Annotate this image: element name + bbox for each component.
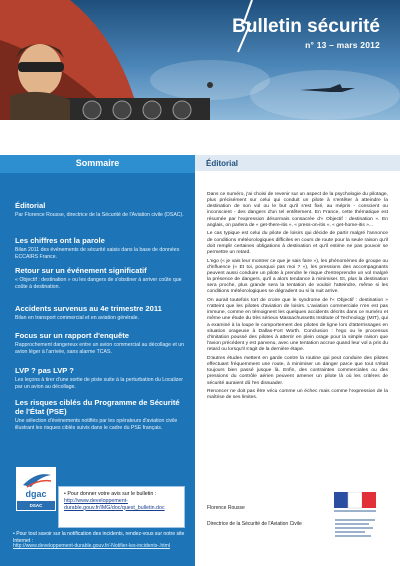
toc-item-focus[interactable] <box>15 331 187 355</box>
editorial-paragraph: On aurait toutefois tort de croire que le syndrome de l'« Objectif : destination » n'atteint que les pilotes d'aviation de loisirs. L'aviation commerciale n'en est pas immune, comme en témoignent les quelques accidents décrits dans ce numéro et même une étude du très sérieux Massachussetts Institute of Technology (MIT), qui a examiné à la loupe le comportement des pilotes de ligne lors d'atterrissages en situation orageuse à Dallas-Fort Worth. Conclusion : l'ego ou le processus d'imitation poussé des pilotes à atterrir en plein orage pour la simple raison que l'avion précédent y est parvenu, avec une tentation accrue quand leur vol a pris du retard ou lorsqu'il s'agit de la dernière étape. <box>207 298 388 353</box>
feedback-box <box>58 486 185 528</box>
editorial-paragraph: Dans ce numéro, j'ai choisi de revenir sur un aspect de la psychologie du pilotage, plus précisément sur celui qui conduit un pilote à s'entêter à atteindre la destination de son vol ou le but qu'il s'est fixé, au mépris - conscient ou inconscient - des dangers d'un tel entêtement. En France, cette thématique est résumée par l'expression désormais consacrée d'« Objectif : destination ». En anglais, on parlera de « get-there-itis », « press-on-itis », « get-home-itis »... <box>207 192 388 228</box>
editorial-paragraph: Renoncer ne doit pas être vécu comme un échec mais comme l'expression de la maîtrise de ses limites. <box>207 389 388 401</box>
dgac-logo-text: dgac <box>25 489 47 499</box>
page-title: Bulletin sécurité <box>232 16 380 37</box>
plane-icon <box>300 84 355 92</box>
editorial-paragraph: D'autres études mettent en garde contre la routine qui peut conduire des pilotes effectuant fréquemment une route, à minimiser un danger parce que tout s'était toujours bien passé jusque là. Enfin, des contraintes commerciales ou des pressions du contrôle aérien peuvent amener un pilote là où les critères de sécurité auraient dû l'en dissuader. <box>207 355 388 386</box>
toc-item-title: LVP ? pas LVP ? <box>15 366 74 375</box>
sidebar-heading: Sommaire <box>75 158 120 168</box>
goggles-icon <box>18 62 64 72</box>
toc-item-description: Par Florence Rousse, directrice de la Sécurité de l'Aviation civile (DSAC). <box>15 212 184 218</box>
toc-item-description: Une sélection d'événements notifiés par les opérateurs d'aviation civile illustrant les risques ciblés suivis dans le cadre du PSE français. <box>15 418 178 431</box>
toc-item-chiffres[interactable] <box>15 236 187 260</box>
notification-text: • Pour tout savoir sur la notification des incidents, rendez-vous sur notre site Internet : <box>13 531 185 544</box>
toc-item-title: Retour sur un événement significatif <box>15 266 147 275</box>
toc-item-title: Accidents survenus au 4e trimestre 2011 <box>15 304 162 313</box>
header-banner <box>0 0 400 120</box>
toc-item-title: Éditorial <box>15 201 46 210</box>
editorial-heading: Éditorial <box>206 159 239 168</box>
toc-item-pse[interactable] <box>15 398 187 431</box>
toc-item-description: Bilan 2011 des événements de sécurité saisis dans la base de données ECCAIRS France. <box>15 247 180 260</box>
dgac-logo <box>16 467 56 511</box>
toc-item-editorial[interactable] <box>15 201 187 219</box>
toc-item-description: Rapprochement dangereux entre un avion commercial au décollage et un avion léger à l'arrivée, sans alarme TCAS. <box>15 342 184 355</box>
toc-item-evenement[interactable] <box>15 266 187 290</box>
toc-item-description: Bilan en transport commercial et en aviation générale. <box>15 315 139 321</box>
toc-item-title: Les chiffres ont la parole <box>15 236 105 245</box>
signature-title: Directrice de la Sécurité de l'Aviation Civile <box>207 521 302 527</box>
editorial-body <box>207 192 388 404</box>
editorial-paragraph: L'ego (« je vais leur montrer ce que je sais faire »), les phénomènes de groupe ou d'influence (« Et toi, pourquoi pas moi ? »), les pressions des accompagnants peuvent aussi conduire un pilote à prendre le risque d'entreprendre un vol malgré la présence de dangers, qu'il a alors tendance à minimiser. Et, plus la destination sera proche, plus grande sera la tentation de vouloir l'atteindre, même si les conditions météorologiques se dégradent ou si la nuit arrive. <box>207 258 388 295</box>
notification-link[interactable]: http://www.developpement-durable.gouv.fr/-Notifier-les-incidents-.html <box>13 543 171 549</box>
dsac-logo-text: DSAC <box>17 501 55 510</box>
toc-item-title: Focus sur un rapport d'enquête <box>15 331 130 340</box>
toc-item-accidents[interactable] <box>15 304 187 322</box>
toc-item-lvp[interactable] <box>15 366 187 390</box>
ministry-logo <box>335 519 379 549</box>
toc-item-title: Les risques ciblés du Programme de Sécurité de l'État (PSE) <box>15 398 180 416</box>
issue-number: n° 13 – mars 2012 <box>305 40 380 50</box>
signature-name: Florence Rousse <box>207 505 245 511</box>
toc-item-description: « Objectif : destination » ou les dangers de s'obstiner à arriver coûte que coûte à destination. <box>15 277 182 290</box>
editorial-paragraph: Le cas typique est celui du pilote de loisirs qui décide de partir malgré l'annonce de conditions météorologiques difficiles en cours de route pour la seule raison qu'il doit remplir certaines obligations à destination et qu'il estime ne pas pouvoir se permettre un retard. <box>207 231 388 255</box>
republique-francaise-logo <box>334 492 378 516</box>
toc-item-description: Les leçons à tirer d'une sortie de piste suite à la perturbation du Localizer par un avion au décollage. <box>15 377 183 390</box>
dgac-wing-icon <box>21 471 53 489</box>
feedback-link[interactable]: http://www.developpement-durable.gouv.fr/IMG/doc/quest_bulletin.doc <box>64 497 165 511</box>
feedback-text: • Pour donner votre avis sur le bulletin : <box>64 491 157 497</box>
